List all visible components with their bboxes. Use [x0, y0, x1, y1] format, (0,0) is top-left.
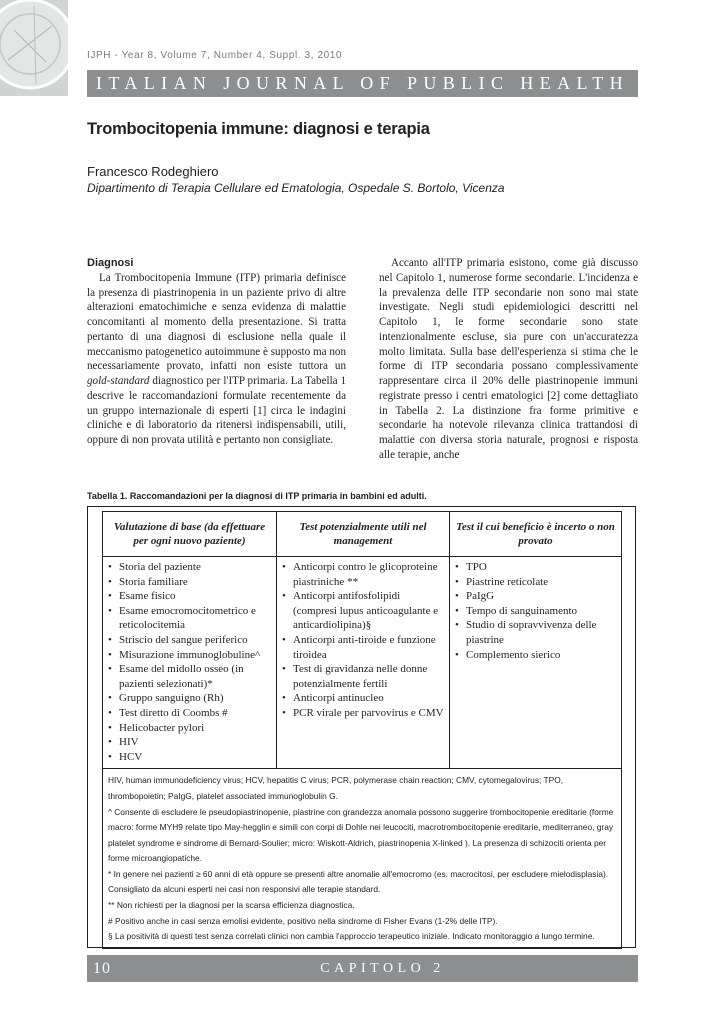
table-list-item: • Storia del paziente — [107, 560, 273, 575]
uncertain-tests-cell — [450, 557, 622, 769]
author-affiliation: Dipartimento di Terapia Cellulare ed Ematologia, Ospedale S. Bortolo, Vicenza — [87, 181, 505, 195]
table-list-item: • Test diretto di Coombs # — [107, 706, 273, 721]
paragraph-diagnosi — [87, 271, 346, 448]
table-body-row — [103, 557, 622, 769]
table-list-item: • Anticorpi anti-tiroide e funzione tiroidea — [281, 633, 446, 662]
journal-title: ITALIAN JOURNAL OF PUBLIC HEALTH — [95, 73, 630, 93]
table-list-item: • HCV — [107, 750, 273, 765]
recommendations-table — [102, 511, 622, 949]
left-column — [87, 256, 346, 448]
table-list-item: • PCR virale per parvovirus e CMV — [281, 706, 446, 721]
table-list-item: • Esame fisico — [107, 589, 273, 604]
table-list-item: • Tempo di sanguinamento — [454, 604, 618, 619]
table-list-item: • Anticorpi antinucleo — [281, 691, 446, 706]
basic-evaluation-list — [107, 560, 273, 764]
footer-bar — [87, 955, 638, 982]
author-name: Francesco Rodeghiero — [87, 164, 219, 179]
table-note: # Positivo anche in casi senza emolisi evidente, positivo nella sindrome di Fisher Evans (1-2% delle ITP). — [108, 915, 498, 926]
table-note: § La positività di questi test senza correlati clinici non cambia l'approccio terapeutico iniziale. Indicato monitoraggio a lungo termine. — [108, 931, 595, 942]
table-list-item: • Piastrine reticolate — [454, 575, 618, 590]
page-number: 10 — [93, 960, 111, 977]
right-column — [379, 256, 638, 463]
header-uncertain-tests: Test il cui beneficio è incerto o non provato — [450, 512, 622, 557]
table-list-item: • Studio di sopravvivenza delle piastrine — [454, 618, 618, 647]
header-basic-evaluation: Valutazione di base (da effettuare per ogni nuovo paziente) — [103, 512, 277, 557]
table-list-item: • Storia familiare — [107, 575, 273, 590]
table-list-item: • Helicobacter pylori — [107, 721, 273, 736]
table-note: ^ Consente di escludere le pseudopiastrinopenie, piastrine con grandezza anomala possono suggerire trombocitopenie ereditarie (forme macro: forme MYH9 relate tipo May-hegglin e simili con corpi di Dohle nei leucociti, macrotrombocitopenie ereditarie, mediterraneo, gray platelet syndrome e sindrome di Bernard-Soulier; micro: Wiskott-Aldrich, piastrinopenia X-linked ). La presenza di schizociti orienta per forme microangiopatiche. — [108, 806, 614, 864]
table-list-item: • Anticorpi antifosfolipidi (compresi lupus anticoagulante e anticardiolipina)§ — [281, 589, 446, 633]
table-list-item: • PaIgG — [454, 589, 618, 604]
table-list-item: • Anticorpi contro le glicoproteine piastriniche ** — [281, 560, 446, 589]
table-note: * In genere nei pazienti ≥ 60 anni di età oppure se presenti altre anomalie all'emocromo (es. macrocitosi, per escludere mielodisplasia). Consigliato da alcuni esperti nei casi non responsivi alle terapie standard. — [108, 868, 609, 895]
table-note: HIV, human immunodeficiency virus; HCV, hepatitis C virus; PCR, polymerase chain reaction; CMV, cytomegalovirus; TPO, thrombopoietin; PaIgG, platelet associated immunoglobulin G. — [108, 775, 564, 801]
table-note: ** Non richiesti per la diagnosi per la scarsa efficienza diagnostica. — [108, 900, 355, 911]
section-heading: Diagnosi — [87, 257, 134, 269]
table-list-item: • Striscio del sangue periferico — [107, 633, 273, 648]
useful-tests-cell — [277, 557, 450, 769]
journal-logo — [0, 0, 68, 96]
journal-title-bar — [87, 70, 638, 97]
table-list-item: • TPO — [454, 560, 618, 575]
table-notes — [103, 769, 622, 949]
running-head: IJPH - Year 8, Volume 7, Number 4, Suppl. 3, 2010 — [87, 50, 343, 61]
basic-evaluation-cell — [103, 557, 277, 769]
chapter-label: CAPITOLO 2 — [320, 961, 445, 976]
paragraph-secondary-itp: Accanto all'ITP primaria esistono, come già discusso nel Capitolo 1, numerose forme secondarie. L'incidenza e la prevalenza delle ITP secondarie non sono mai state investigate. Negli studi epidemiologici descritti nel Capitolo 1, le forme secondarie sono state intenzionalmente escluse, sia pure con un'accuratezza molto limitata. Sulla base dell'esperienza si stima che le forme di ITP secondaria possano complessivamente rappresentare circa il 20% delle piastrinopenie immuni registrate presso i centri ematologici [2] come dettagliato in Tabella 2. La distinzione fra forme primitive e secondarie ha notevole rilevanza clinica trattandosi di malattie con diversa storia naturale, prognosi e risposta alle terapie, anche — [379, 257, 638, 461]
paragraph-diagnosi-part1: La Trombocitopenia Immune (ITP) primaria definisce la presenza di piastrinopenia in un paziente privo di altre alterazioni ematochimiche e senza evidenza di malattie concomitanti al momento della presentazione. Si tratta pertanto di una diagnosi di esclusione nella quale il meccanismo patogenetico autoimmune è supposto ma non necessariamente provato, infatti non esiste tuttora un — [87, 271, 346, 373]
table-list-item: • Gruppo sanguigno (Rh) — [107, 691, 273, 706]
table-list-item: • HIV — [107, 735, 273, 750]
gold-standard-term: gold-standard — [87, 375, 150, 387]
table-list-item: • Test di gravidanza nelle donne potenzialmente fertili — [281, 662, 446, 691]
article-title: Trombocitopenia immune: diagnosi e terapia — [87, 120, 430, 138]
uncertain-tests-list — [454, 560, 618, 662]
paragraph-diagnosi-part2: diagnostico per l'ITP primaria. La Tabella 1 descrive le raccomandazioni formulate recentemente da un gruppo internazionale di esperti [1] circa le indagini cliniche e di laboratorio da ritenersi indispensabili, utili, oppure di non provata utilità e pertanto non consigliate. — [87, 375, 346, 446]
table-header-row — [103, 512, 622, 557]
useful-tests-list — [281, 560, 446, 721]
table-caption: Tabella 1. Raccomandazioni per la diagnosi di ITP primaria in bambini ed adulti. — [87, 491, 427, 501]
table-list-item: • Esame del midollo osseo (in pazienti selezionati)* — [107, 662, 273, 691]
header-useful-tests: Test potenzialmente utili nel management — [277, 512, 450, 557]
table-list-item: • Complemento sierico — [454, 648, 618, 663]
table-notes-row — [103, 769, 622, 949]
table-list-item: • Misurazione immunoglobuline^ — [107, 648, 273, 663]
table-list-item: • Esame emocromocitometrico e reticolocitemia — [107, 604, 273, 633]
